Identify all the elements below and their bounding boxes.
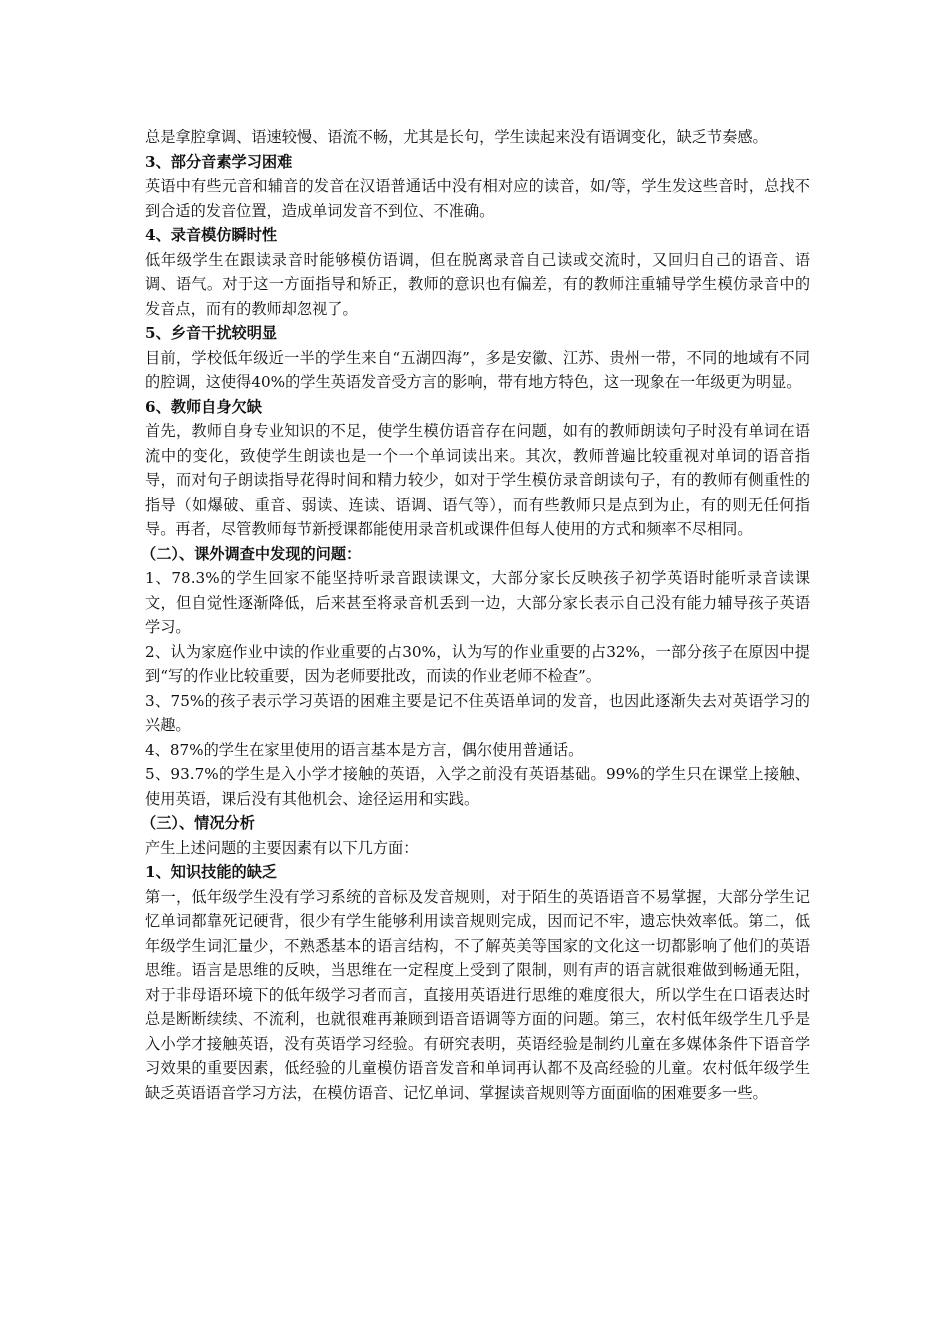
paragraph-analysis-intro: 产生上述问题的主要因素有以下几方面： [145,838,419,857]
heading-phoneme-difficulty: 3、部分音素学习困难 [145,152,293,171]
paragraph-survey-item-3: 3、75%的孩子表示学习英语的困难主要是记不住英语单词的发音，也因此逐渐失去对英语学习的兴趣。 [145,691,810,734]
paragraph-survey-item-2: 2、认为家庭作业中读的作业重要的占30%，认为写的作业重要的占32%，一部分孩子在原因中提到“写的作业比较重要，因为老师要批改，而读的作业老师不检查”。 [145,642,810,685]
document-page [141,125,810,1105]
paragraph-survey-item-1: 1、78.3%的学生回家不能坚持听录音跟读课文，大部分家长反映孩子初学英语时能听录音读课文，但自觉性逐渐降低，后来甚至将录音机丢到一边，大部分家长表示自己没有能力辅导孩子英语学习。 [145,569,810,636]
heading-survey-problems: （二）、课外调查中发现的问题： [141,544,362,563]
heading-lack-of-skills: 1、知识技能的缺乏 [145,863,278,881]
paragraph-recording-imitation: 低年级学生在跟读录音时能够模仿语调，但在脱离录音自己读或交流时，又回归自己的语音、语调、语气。对于这一方面指导和矫正，教师的意识也有偏差，有的教师注重辅导学生模仿录音中的发音点，而有的教师却忽视了。 [145,250,810,318]
paragraph-survey-item-4: 4、87%的学生在家里使用的语言基本是方言，偶尔使用普通话。 [145,740,584,759]
paragraph-survey-item-5: 5、93.7%的学生是入小学才接触的英语，入学之前没有英语基础。99%的学生只在课堂上接触、使用英语，课后没有其他机会、途径运用和实践。 [145,765,810,808]
heading-dialect-interference: 5、乡音干扰较明显 [145,324,278,342]
paragraph-teacher-deficiency: 首先，教师自身专业知识的不足，使学生模仿语音存在问题，如有的教师朗读句子时没有单词在语流中的变化，致使学生朗读也是一个一个单词读出来。其次，教师普遍比较重视对单词的语音指导，而对句子朗读指导花得时间和精力较少，如对于学生模仿录音朗读句子，有的教师有侧重性的指导（如爆破、重音、弱读、连读、语调、语气等），而有些教师只是点到为止，有的则无任何指导。再者，尽管教师每节新授课都能使用录音机或课件但每人使用的方式和频率不尽相同。 [145,422,810,538]
heading-teacher-deficiency: 6、教师自身欠缺 [145,397,262,416]
paragraph-phoneme-difficulty: 英语中有些元音和辅音的发音在汉语普通话中没有相对应的读音，如/等，学生发这些音时，总找不到合适的发音位置，造成单词发音不到位、不准确。 [145,177,810,220]
paragraph-intro-continuation: 总是拿腔拿调、语速较慢、语流不畅，尤其是长句，学生读起来没有语调变化，缺乏节奏感。 [145,128,768,146]
paragraph-lack-of-skills: 第一，低年级学生没有学习系统的音标及发音规则，对于陌生的英语语音不易掌握，大部分学生记忆单词都靠死记硬背，很少有学生能够利用读音规则完成，因而记不牢，遗忘快效率低。第二，低年级学生词汇量少，不熟悉基本的语言结构，不了解英美等国家的文化这一切都影响了他们的英语思维。语言是思维的反映，当思维在一定程度上受到了限制，则有声的语言就很难做到畅通无阻，对于非母语环境下的低年级学习者而言，直接用英语进行思维的难度很大，所以学生在口语表达时总是断断续续、不流利，也就很难再兼顾到语音语调等方面的问题。第三，农村低年级学生几乎是入小学才接触英语，没有英语学习经验。有研究表明，英语经验是制约儿童在多媒体条件下语音学习效果的重要因素，低经验的儿童模仿语音发音和单词再认都不及高经验的儿童。农村低年级学生缺乏英语语音学习方法，在模仿语音、记忆单词、掌握读音规则等方面面临的困难要多一些。 [145,887,810,1102]
heading-recording-imitation: 4、录音模仿瞬时性 [145,226,278,244]
heading-situation-analysis: （三）、情况分析 [141,814,255,832]
paragraph-dialect-interference: 目前，学校低年级近一半的学生来自“五湖四海”，多是安徽、江苏、贵州一带，不同的地域有不同的腔调，这使得40%的学生英语发音受方言的影响，带有地方特色，这一现象在一年级更为明显。 [145,348,810,391]
